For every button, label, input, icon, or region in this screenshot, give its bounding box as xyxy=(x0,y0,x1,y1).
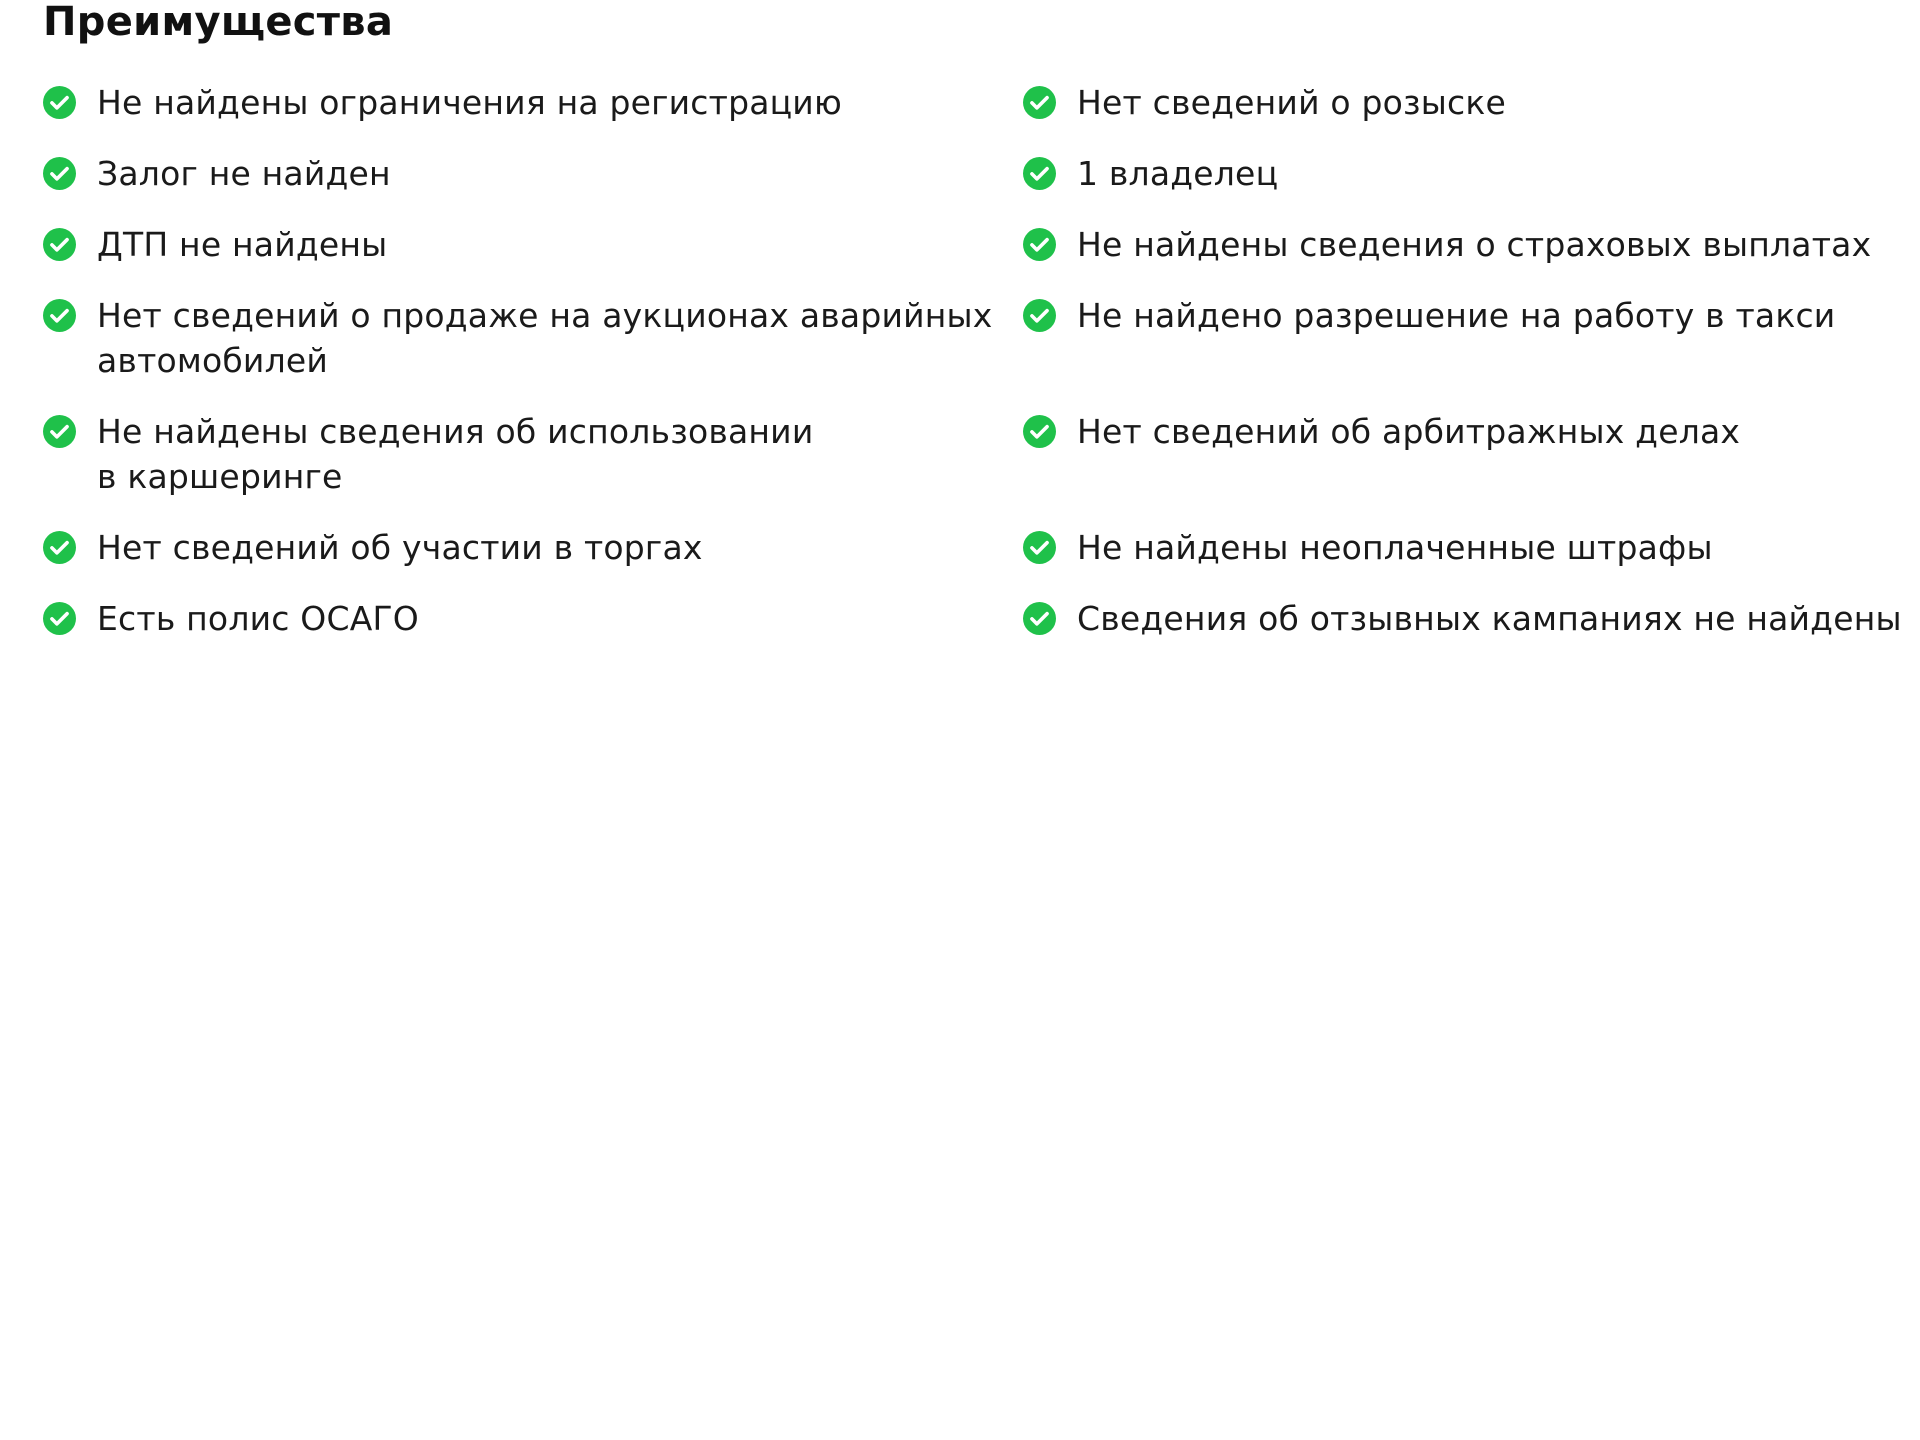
advantage-label: Нет сведений о розыске xyxy=(1077,83,1507,122)
check-circle-icon xyxy=(43,157,76,190)
advantage-label: Не найдены сведения о страховых выплатах xyxy=(1077,225,1872,264)
check-circle-icon xyxy=(1023,157,1056,190)
advantage-item xyxy=(1023,222,1903,293)
check-circle-icon xyxy=(1023,299,1056,332)
check-circle-icon xyxy=(1023,602,1056,635)
check-circle-icon xyxy=(1023,86,1056,119)
advantage-item xyxy=(1023,525,1903,596)
advantage-item xyxy=(1023,151,1903,222)
check-circle-icon xyxy=(43,602,76,635)
advantage-label: Нет сведений о продаже на аукционах аварийных автомобилей xyxy=(97,296,993,380)
advantage-item xyxy=(43,409,1023,525)
advantage-label: Нет сведений об арбитражных делах xyxy=(1077,412,1741,451)
advantage-item xyxy=(43,80,1023,151)
check-circle-icon xyxy=(43,415,76,448)
advantage-label: Сведения об отзывных кампаниях не найдены xyxy=(1077,599,1902,638)
advantage-item xyxy=(43,525,1023,596)
advantage-label: 1 владелец xyxy=(1077,154,1279,193)
advantage-label: Не найдены сведения об использовании в каршеринге xyxy=(97,412,814,496)
check-circle-icon xyxy=(43,86,76,119)
advantage-item xyxy=(43,596,1023,667)
advantage-item xyxy=(1023,293,1903,409)
advantage-label: Залог не найден xyxy=(97,154,391,193)
check-circle-icon xyxy=(43,228,76,261)
check-circle-icon xyxy=(43,531,76,564)
advantage-item xyxy=(43,151,1023,222)
check-circle-icon xyxy=(1023,228,1056,261)
advantage-label: Нет сведений об участии в торгах xyxy=(97,528,703,567)
check-circle-icon xyxy=(1023,531,1056,564)
advantage-label: Не найдены ограничения на регистрацию xyxy=(97,83,842,122)
advantage-item xyxy=(1023,409,1903,525)
advantage-label: Не найдено разрешение на работу в такси xyxy=(1077,296,1836,335)
advantage-label: Не найдены неоплаченные штрафы xyxy=(1077,528,1713,567)
check-circle-icon xyxy=(1023,415,1056,448)
advantage-label: Есть полис ОСАГО xyxy=(97,599,419,638)
check-circle-icon xyxy=(43,299,76,332)
advantage-label: ДТП не найдены xyxy=(97,225,388,264)
advantage-item xyxy=(1023,596,1903,667)
advantage-item xyxy=(43,222,1023,293)
advantages-section xyxy=(43,0,1903,667)
advantage-item xyxy=(43,293,1023,409)
advantage-item xyxy=(1023,80,1903,151)
advantages-list xyxy=(43,80,1903,667)
section-title: Преимущества xyxy=(43,0,394,45)
